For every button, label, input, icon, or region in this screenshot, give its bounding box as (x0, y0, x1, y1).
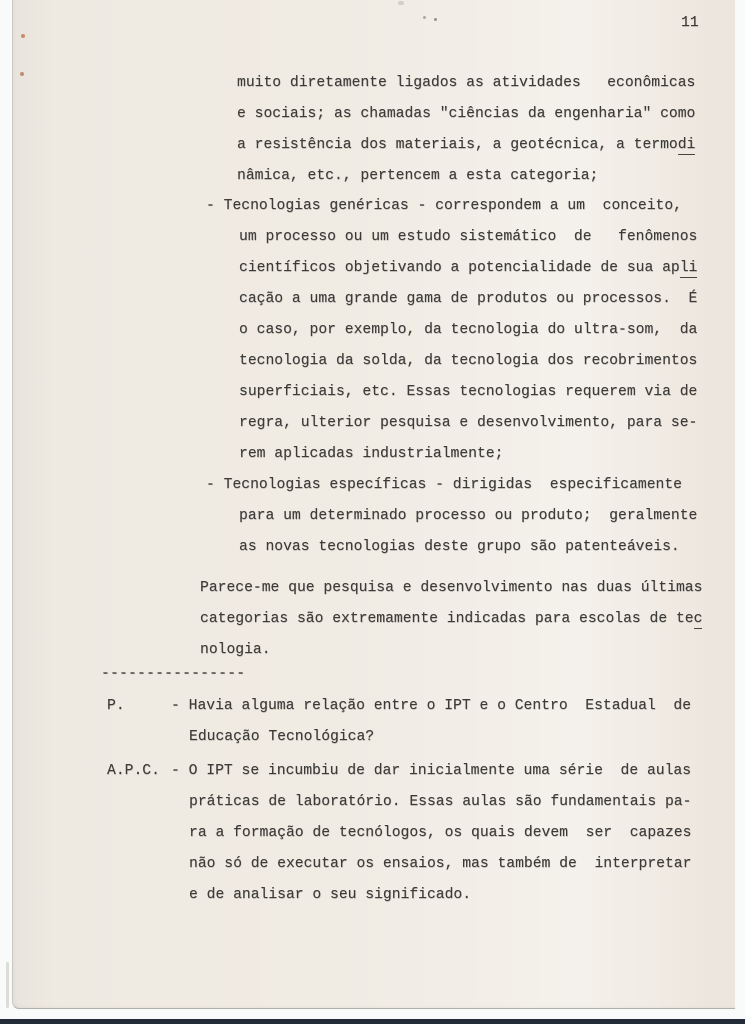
text-line: e de analisar o seu significado. (189, 887, 472, 903)
text-line: - Havia alguma relação entre o IPT e o Centro Estadual de (171, 698, 692, 714)
scan-speck (423, 16, 426, 19)
scan-speck (434, 18, 437, 21)
text-line: científicos objetivando a potencialidade de sua apli (239, 260, 698, 276)
text-line: muito diretamente ligados as atividades econômicas (237, 75, 696, 91)
text-line: e sociais; as chamadas "ciências da engenharia" como (237, 106, 696, 122)
qa-speaker-question: P. (107, 698, 125, 714)
intro-paragraph (237, 68, 695, 192)
text-line: Educação Tecnológica? (189, 729, 375, 745)
text-line: regra, ulterior pesquisa e desenvolvimento, para se- (239, 415, 698, 431)
scanner-edge-strip (0, 1019, 745, 1024)
list-item-specific-technologies (206, 470, 697, 563)
text-line: nâmica, etc., pertencem a esta categoria; (237, 168, 599, 184)
scan-edge-smudge (6, 962, 9, 1008)
separator-dashes: ---------------- (101, 666, 246, 682)
text-line: nologia. (200, 642, 271, 658)
page-number: 11 (681, 15, 699, 31)
list-item-generic-technologies (206, 191, 697, 470)
text-line: categorias são extremamente indicadas para escolas de tec (200, 611, 703, 627)
qa-answer-text (171, 756, 691, 911)
scan-speck (21, 34, 25, 38)
text-line: a resistência dos materiais, a geotécnica, a termodi (237, 137, 696, 153)
text-line: ra a formação de tecnólogos, os quais devem ser capazes (189, 825, 692, 841)
text-line: tecnologia da solda, da tecnologia dos recobrimentos (239, 353, 698, 369)
text-line: superficiais, etc. Essas tecnologias requerem via de (239, 384, 698, 400)
closing-paragraph (200, 573, 702, 666)
text-line: rem aplicadas industrialmente; (239, 446, 504, 462)
text-line: para um determinado processo ou produto; geralmente (239, 508, 698, 524)
text-line: não só de executar os ensaios, mas também de interpretar (189, 856, 692, 872)
scan-smudge (398, 1, 404, 5)
text-line: cação a uma grande gama de produtos ou processos. É (239, 291, 698, 307)
scan-speck (20, 72, 24, 76)
text-line: - O IPT se incumbiu de dar inicialmente uma série de aulas (171, 763, 692, 779)
text-line: práticas de laboratório. Essas aulas são fundamentais pa- (189, 794, 692, 810)
qa-speaker-answer: A.P.C. (107, 763, 160, 779)
text-line: Parece-me que pesquisa e desenvolvimento nas duas últimas (200, 580, 703, 596)
text-line: as novas tecnologias deste grupo são patenteáveis. (239, 539, 680, 555)
text-line: o caso, por exemplo, da tecnologia do ultra-som, da (239, 322, 698, 338)
qa-question-text (171, 691, 691, 753)
text-line: - Tecnologias específicas - dirigidas especificamente (206, 477, 682, 493)
text-line: um processo ou um estudo sistemático de fenômenos (239, 229, 698, 245)
text-line: - Tecnologias genéricas - correspondem a um conceito, (206, 198, 682, 214)
